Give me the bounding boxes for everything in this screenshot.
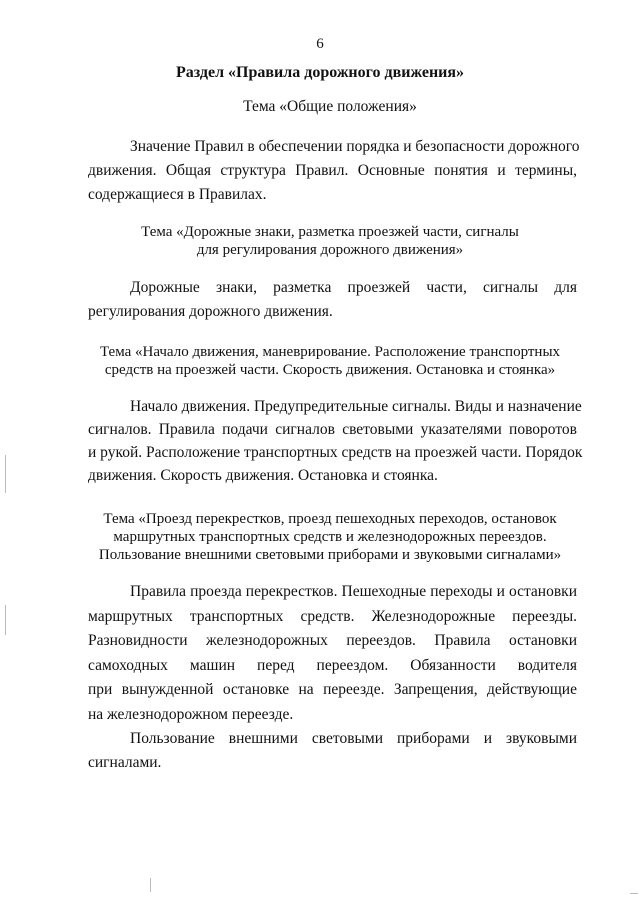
topic-heading-intersections [80,510,580,564]
paragraph-line: на железнодорожном переезде. [88,705,294,723]
paragraph-line: маршрутных транспортных средств. Железнодорожные переезды. [88,607,577,625]
topic-line: Пользование внешними световыми приборами и звуковыми сигналами» [98,547,562,563]
paragraph-line: Правила проезда перекрестков. Пешеходные переходы и остановки [130,583,577,600]
paragraph-line: Начало движения. Предупредительные сигналы. Виды и назначение [130,398,582,415]
paragraph-general [88,135,580,207]
topic-heading-general [80,98,580,116]
paragraph-line: самоходных машин перед переездом. Обязанности водителя [88,656,577,674]
paragraph-line: Разновидности железнодорожных переездов. Правила остановки [88,632,577,649]
paragraph-line: Дорожные знаки, разметка проезжей части, сигналы для [130,279,577,296]
scan-dust-mark [150,878,151,892]
scan-edge-mark [5,455,6,493]
paragraph-maneuvering [88,395,583,487]
paragraph-line: содержащиеся в Правилах. [88,186,267,203]
topic-line: средств на проезжей части. Скорость движения. Остановка и стоянка» [104,362,556,378]
paragraph-line: регулирования дорожного движения. [88,303,333,320]
paragraph-line: движения. Общая структура Правил. Основные понятия и термины, [88,162,577,179]
paragraph-line: сигналов. Правила подачи сигналов световыми указателями поворотов [88,421,577,438]
topic-line: Тема «Общие положения» [243,98,417,115]
topic-heading-maneuvering [80,343,580,379]
paragraph-lights-signals [88,727,577,775]
topic-line: Тема «Начало движения, маневрирование. Расположение транспортных [99,344,561,360]
scan-dust-mark [630,893,638,894]
paragraph-line: и рукой. Расположение транспортных средств на проезжей части. Порядок [88,444,583,461]
paragraph-signs [88,276,577,324]
paragraph-line: Значение Правил в обеспечении порядка и безопасности дорожного [130,138,580,155]
paragraph-line: сигналами. [88,754,162,771]
topic-line: для регулирования дорожного движения» [196,242,464,258]
topic-heading-signs [80,223,580,259]
paragraph-line: Пользование внешними световыми приборами и звуковыми [130,730,577,747]
paragraph-line: движения. Скорость движения. Остановка и стоянка. [88,467,438,484]
section-title: Раздел «Правила дорожного движения» [175,64,465,81]
paragraph-intersections [88,580,577,727]
scan-edge-mark [5,605,6,635]
topic-line: Тема «Проезд перекрестков, проезд пешеходных переходов, остановок [103,511,557,527]
page-number: 6 [316,36,324,52]
topic-line: маршрутных транспортных средств и железнодорожных переездов. [113,529,547,545]
paragraph-line: при вынужденной остановке на переезде. Запрещения, действующие [88,681,577,698]
topic-line: Тема «Дорожные знаки, разметка проезжей части, сигналы [141,224,519,240]
